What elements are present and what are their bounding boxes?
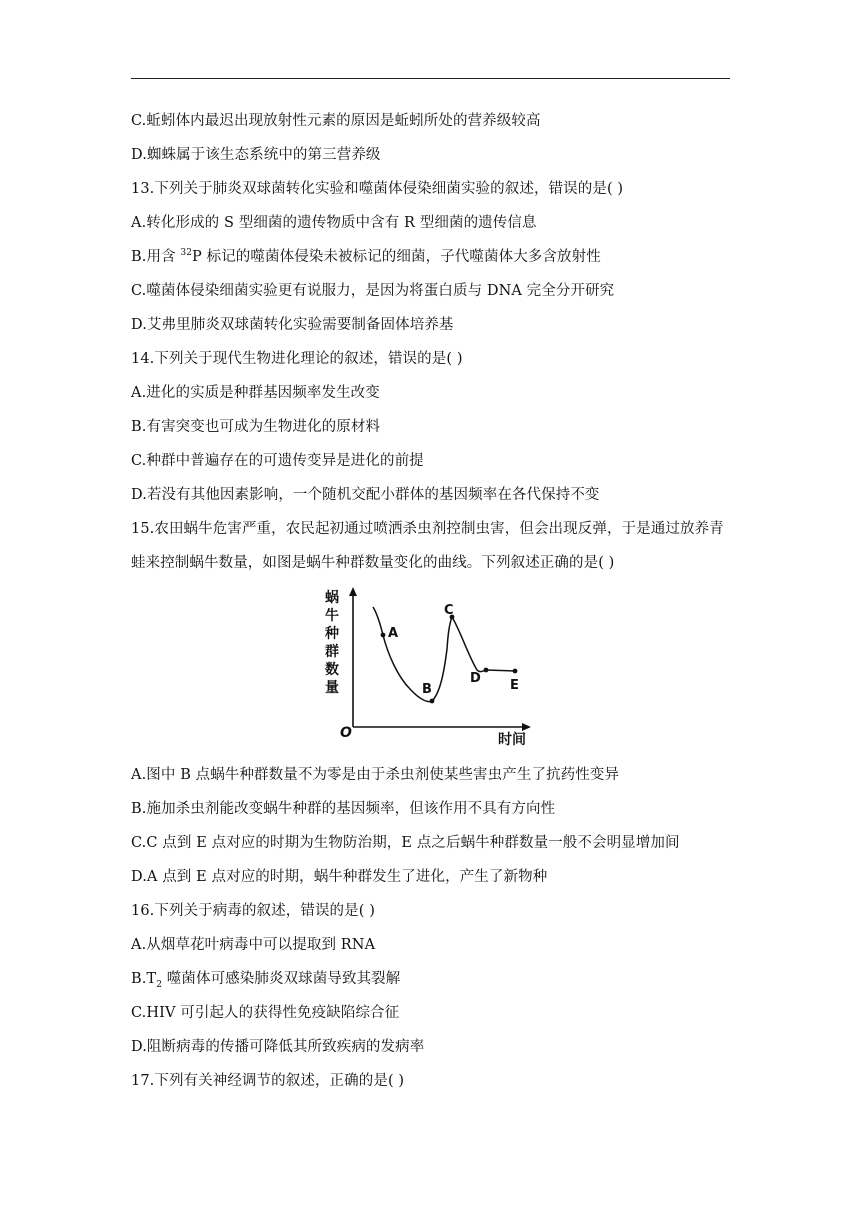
option-13a: A.转化形成的 S 型细菌的遗传物质中含有 R 型细菌的遗传信息 — [131, 215, 537, 231]
ylabel-char: 数 — [325, 662, 339, 678]
option-13b: B.用含 $^{32}$P 标记的噬菌体侵染未被标记的细菌，子代噬菌体大多含放射性 — [131, 248, 601, 265]
option-13d: D.艾弗里肺炎双球菌转化实验需要制备固体培养基 — [131, 317, 454, 333]
option-16c: C.HIV 可引起人的获得性免疫缺陷综合征 — [131, 1005, 400, 1021]
point-a-label: A — [388, 626, 399, 641]
origin-label: O — [340, 725, 352, 741]
ylabel-char: 蜗 — [325, 590, 339, 606]
ylabel-char: 量 — [325, 680, 339, 696]
option-16d: D.阻断病毒的传播可降低其所致疾病的发病率 — [131, 1039, 425, 1055]
header-rule — [131, 78, 730, 79]
point-d-label: D — [470, 671, 481, 686]
point-b-marker — [430, 699, 435, 704]
option-14a: A.进化的实质是种群基因频率发生改变 — [131, 385, 380, 401]
point-e-marker — [513, 669, 518, 674]
x-axis-label: 时间 — [498, 732, 526, 748]
option-16a: A.从烟草花叶病毒中可以提取到 RNA — [131, 937, 376, 953]
option-12d: D.蜘蛛属于该生态系统中的第三营养级 — [131, 147, 381, 163]
question-13: 13.下列关于肺炎双球菌转化实验和噬菌体侵染细菌实验的叙述，错误的是( ) — [131, 181, 624, 197]
option-15b: B.施加杀虫剂能改变蜗牛种群的基因频率，但该作用不具有方向性 — [131, 801, 556, 817]
question-14: 14.下列关于现代生物进化理论的叙述，错误的是( ) — [131, 351, 463, 367]
population-curve — [373, 607, 515, 702]
snail-population-graph — [320, 585, 540, 750]
question-15: 15.农田蜗牛危害严重，农民起初通过喷洒杀虫剂控制虫害，但会出现反弹，于是通过放养青蛙来控制蜗牛数量，如图是蜗牛种群数量变化的曲线。下列叙述正确的是( ) — [131, 521, 724, 571]
option-14d: D.若没有其他因素影响，一个随机交配小群体的基因频率在各代保持不变 — [131, 487, 600, 503]
ylabel-char: 群 — [325, 644, 339, 660]
option-15c: C.C 点到 E 点对应的时期为生物防治期，E 点之后蜗牛种群数量一般不会明显增加间 — [131, 835, 680, 851]
option-14b: B.有害突变也可成为生物进化的原材料 — [131, 419, 381, 435]
point-a-marker — [381, 633, 386, 638]
point-c-label: C — [444, 603, 454, 618]
ylabel-char: 种 — [325, 626, 339, 642]
point-e-label: E — [510, 678, 519, 693]
question-17: 17.下列有关神经调节的叙述，正确的是( ) — [131, 1073, 405, 1089]
option-15d: D.A 点到 E 点对应的时期，蜗牛种群发生了进化，产生了新物种 — [131, 869, 548, 885]
point-b-label: B — [422, 682, 432, 697]
question-16: 16.下列关于病毒的叙述，错误的是( ) — [131, 903, 375, 919]
ylabel-char: 牛 — [325, 608, 339, 624]
y-axis-arrow — [349, 587, 357, 596]
option-13c: C.噬菌体侵染细菌实验更有说服力，是因为将蛋白质与 DNA 完全分开研究 — [131, 283, 615, 299]
option-16b: $B.T_2$ 噬菌体可感染肺炎双球菌导致其裂解 — [131, 971, 401, 990]
x-axis-arrow — [522, 723, 531, 731]
option-12c: C.蚯蚓体内最迟出现放射性元素的原因是蚯蚓所处的营养级较高 — [131, 113, 541, 129]
point-d-marker — [484, 668, 489, 673]
option-15a: A.图中 B 点蜗牛种群数量不为零是由于杀虫剂使某些害虫产生了抗药性变异 — [131, 767, 620, 783]
option-14c: C.种群中普遍存在的可遗传变异是进化的前提 — [131, 453, 424, 469]
